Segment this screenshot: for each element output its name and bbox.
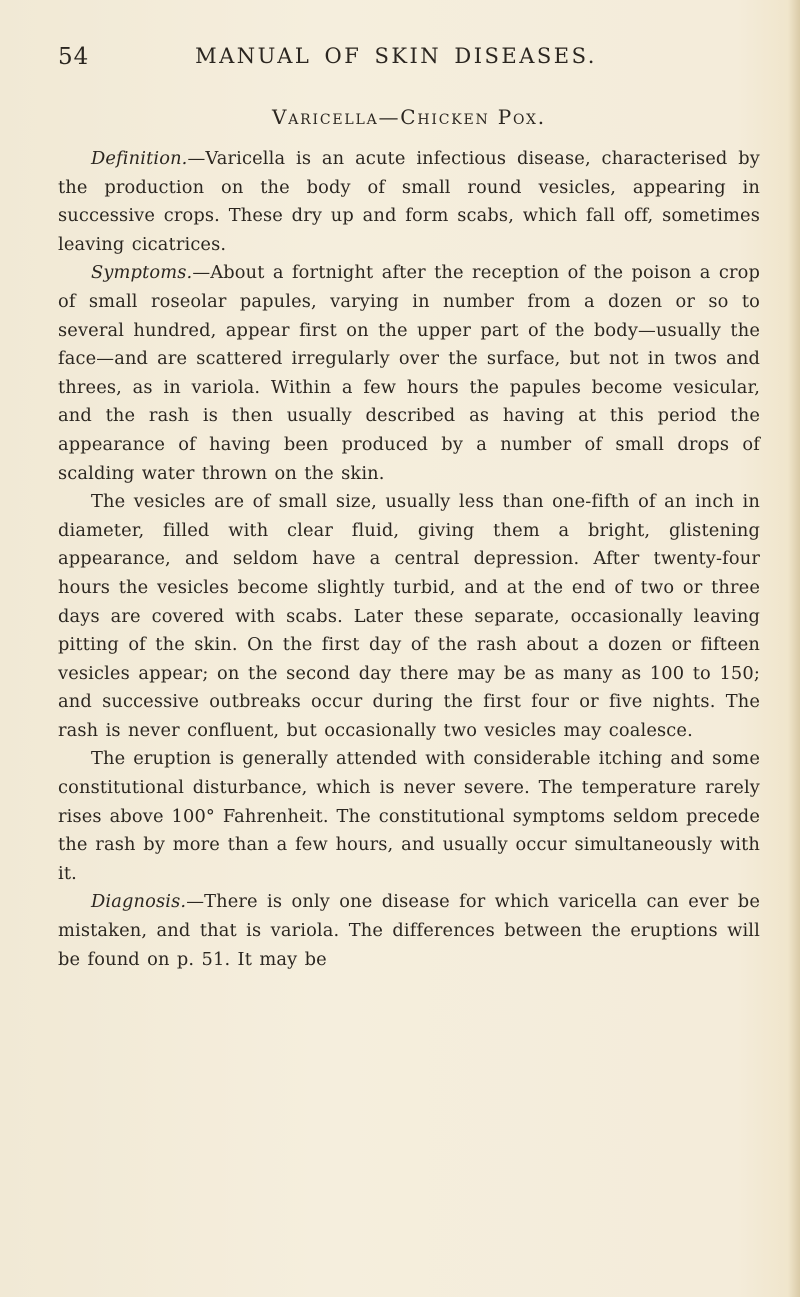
paragraph-text: The vesicles are of small size, usually less than one-fifth of an inch in diameter, filled with clear fluid, giving them a bright, glistening appearance, and seldom have a central depression. After twenty-four hours the vesicles become slightly turbid, and at the end of two or three days are covered with scabs. Later these separate, occasionally leaving pitting of the skin. On the first day of the rash about a dozen or fifteen vesicles appear; on the second day there may be as many as 100 to 150; and successive outbreaks occur during the first four or five nights. The rash is never confluent, but occasionally two vesicles may coalesce. (58, 491, 760, 741)
paragraph-diagnosis (58, 888, 760, 974)
page-edge-shadow (788, 0, 800, 1297)
page-number: 54 (58, 44, 90, 70)
paragraph-eruption (58, 745, 760, 888)
section-heading: Varicella—Chicken Pox. (272, 105, 546, 129)
paragraph-definition (58, 145, 760, 259)
paragraph-text: —About a fortnight after the reception of the poison a crop of small roseolar papules, varying in number from a dozen or so to several hundred, appear first on the upper part of the body—usually the face—and are scattered irregularly over the surface, but not in twos and threes, as in variola. Within a few hours the papules become vesicular, and the rash is then usually described as having at this period the appearance of having been produced by a number of small drops of scalding water thrown on the skin. (58, 262, 760, 484)
body-text (58, 145, 760, 974)
paragraph-symptoms (58, 259, 760, 488)
paragraph-vesicles (58, 488, 760, 745)
paragraph-text: —There is only one disease for which varicella can ever be mistaken, and that is variola. The differences between the eruptions will be found on p. 51. It may be (58, 891, 760, 970)
running-head (58, 44, 760, 78)
paragraph-text: —Varicella is an acute infectious disease, characterised by the production on the body of small round vesicles, appearing in successive crops. These dry up and form scabs, which fall off, sometimes leaving cicatrices. (58, 148, 760, 255)
paragraph-text: The eruption is generally attended with considerable itching and some constitutional disturbance, which is never severe. The temperature rarely rises above 100° Fahrenheit. The constitutional symptoms seldom precede the rash by more than a few hours, and usually occur simultaneously with it. (58, 748, 760, 884)
running-title: MANUAL OF SKIN DISEASES. (195, 44, 597, 68)
run-in-heading-symptoms: Symptoms. (91, 262, 193, 284)
run-in-heading-definition: Definition. (91, 148, 188, 169)
run-in-heading-diagnosis: Diagnosis. (91, 891, 187, 913)
